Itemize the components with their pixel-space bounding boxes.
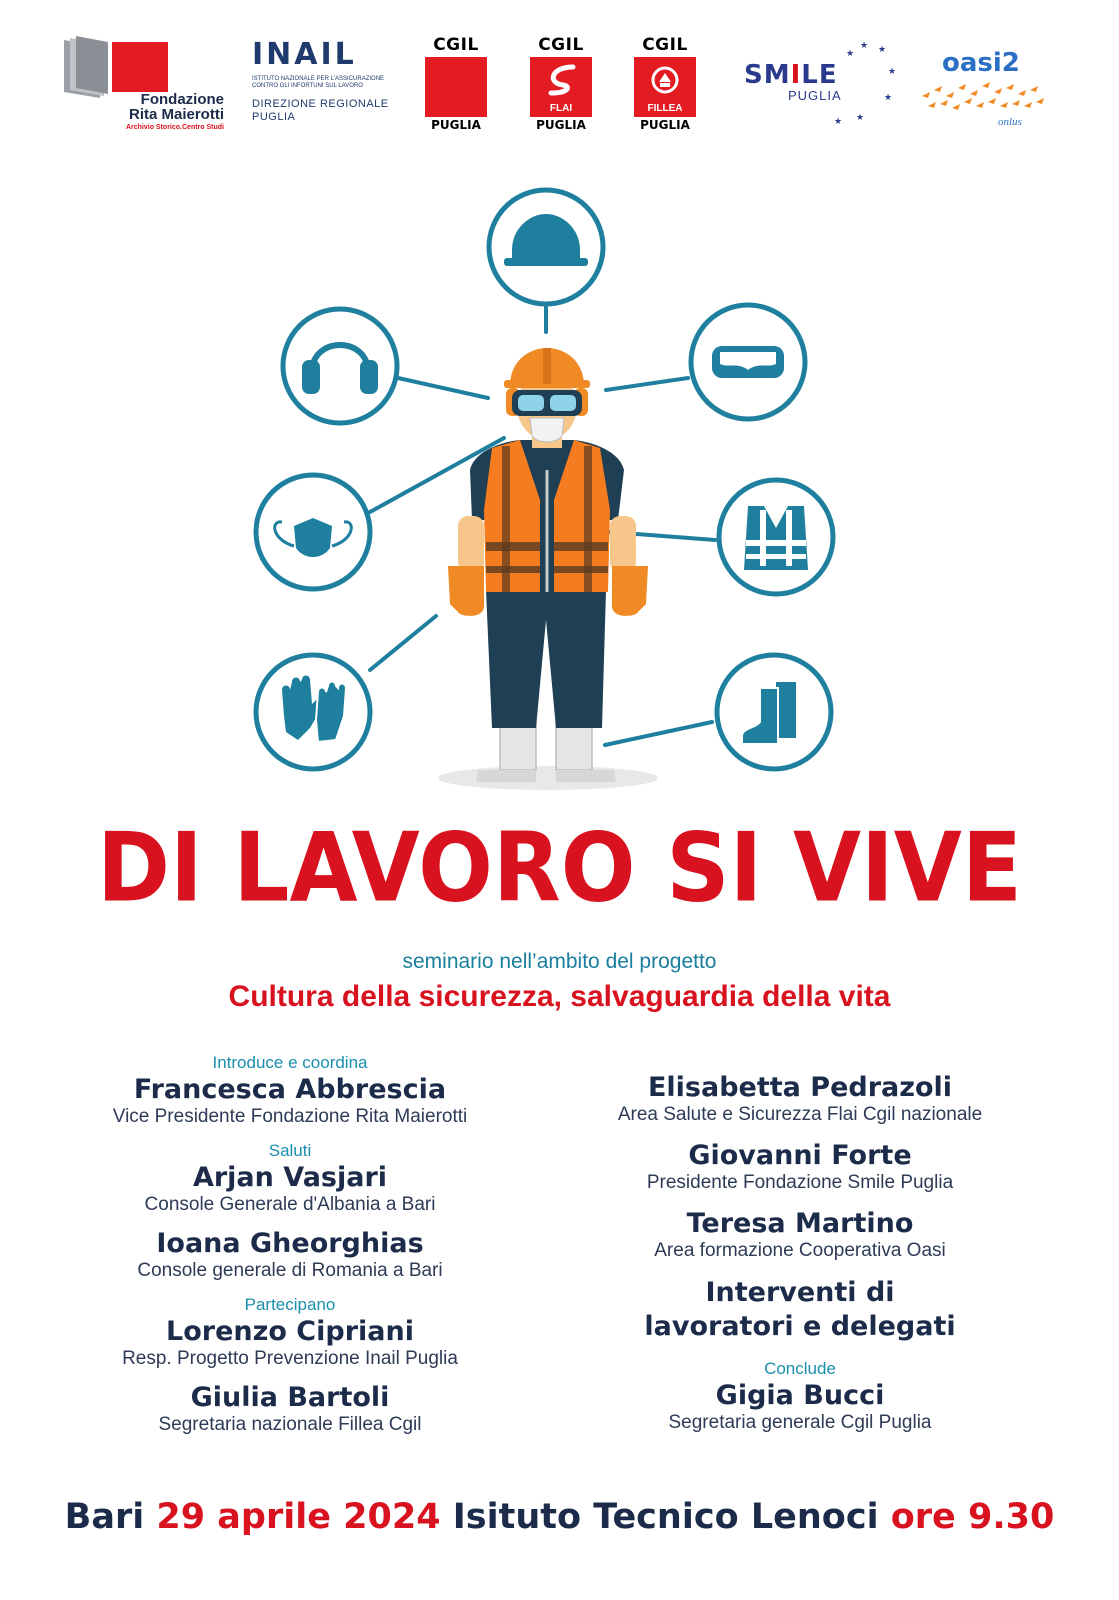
- fillea-emblem-icon: [650, 65, 680, 95]
- speaker-desc: Console Generale d'Albania a Bari: [144, 1194, 436, 1215]
- fondazione-maierotti-logo: [58, 32, 228, 132]
- speaker-name: Arjan Vasjari: [192, 1162, 388, 1193]
- speaker-entry: [70, 1228, 510, 1282]
- cgil-puglia-logo: CGIL PUGLIA: [425, 35, 487, 135]
- speaker-name: Lorenzo Cipriani: [166, 1316, 414, 1347]
- speaker-name: Giovanni Forte: [688, 1140, 912, 1171]
- speaker-entry: [580, 1072, 1020, 1126]
- speaker-name: Gigia Bucci: [715, 1380, 885, 1411]
- speaker-entry: [70, 1382, 510, 1436]
- maierotti-sub: Archivio Storico.Centro Studi: [125, 124, 224, 131]
- event-date: 29 aprile 2024: [156, 1497, 441, 1537]
- inail-logo: [252, 37, 402, 140]
- main-title: DI LAVORO SI VIVE: [96, 811, 1023, 924]
- role-label: Partecipano: [244, 1295, 336, 1314]
- goggles-icon: [691, 305, 805, 419]
- mask-icon: [256, 475, 370, 589]
- speaker-name: Francesca Abbrescia: [133, 1074, 447, 1105]
- speaker-name: Teresa Martino: [686, 1208, 914, 1239]
- speaker-desc: Segretaria generale Cgil Puglia: [668, 1412, 932, 1433]
- floor-shadow: [438, 766, 658, 790]
- event-time: ore 9.30: [890, 1497, 1055, 1537]
- event-footer: [0, 1493, 1119, 1541]
- worker-figure: [448, 348, 648, 782]
- speaker-desc: Presidente Fondazione Smile Puglia: [646, 1172, 954, 1193]
- speaker-entry: [580, 1140, 1020, 1194]
- seminar-subtitle: seminario nell’ambito del progetto: [402, 950, 717, 973]
- interventi-line: lavoratori e delegati: [644, 1311, 956, 1342]
- ear-muffs-icon: [283, 309, 397, 423]
- oasi2-logo: oasi2 onlus: [918, 48, 1058, 138]
- interventi-line: Interventi di: [705, 1277, 895, 1308]
- maierotti-name: Fondazione Rita Maierotti: [128, 91, 224, 123]
- inail-word: INAIL: [252, 37, 357, 72]
- speaker-name: Elisabetta Pedrazoli: [647, 1072, 953, 1103]
- speaker-name: Ioana Gheorghias: [156, 1228, 424, 1259]
- speakers-left-column: [70, 1052, 510, 1448]
- speaker-desc: Segretaria nazionale Fillea Cgil: [158, 1414, 422, 1435]
- speakers-right-column: [580, 1072, 1020, 1448]
- inail-tiny-text: ISTITUTO NAZIONALE PER L'ASSICURAZIONE CONTRO GLI INFORTUNI SUL LAVORO: [252, 76, 385, 89]
- ppe-worker-illustration: [240, 178, 880, 798]
- cgil-red-box: [425, 57, 487, 117]
- flai-swoosh-icon: [541, 63, 581, 97]
- role-label: Introduce e coordina: [212, 1053, 368, 1072]
- speaker-entry: [70, 1316, 510, 1370]
- speaker-name: Giulia Bartoli: [190, 1382, 390, 1413]
- vest-icon: [719, 480, 833, 594]
- speaker-entry: [70, 1074, 510, 1128]
- speaker-entry: [580, 1380, 1020, 1434]
- helmet-icon: [489, 190, 603, 304]
- gloves-icon: [256, 655, 370, 769]
- speaker-desc: Area formazione Cooperativa Oasi: [654, 1240, 946, 1261]
- event-place: Isituto Tecnico Lenoci: [452, 1497, 879, 1537]
- smile-word: SMILE: [744, 60, 838, 90]
- event-city: Bari: [64, 1497, 145, 1537]
- speaker-entry: [580, 1208, 1020, 1262]
- fillea-red-box: FILLEA: [634, 57, 696, 117]
- boots-icon: [717, 655, 831, 769]
- flai-red-box: FLAI: [530, 57, 592, 117]
- cgil-flai-logo: CGIL FLAI PUGLIA: [530, 35, 592, 135]
- interventi-block: [580, 1276, 1020, 1344]
- role-label: Conclude: [764, 1359, 836, 1378]
- inail-direction: DIREZIONE REGIONALE PUGLIA: [252, 98, 389, 123]
- speaker-desc: Vice Presidente Fondazione Rita Maierotti: [112, 1106, 468, 1127]
- speaker-desc: Resp. Progetto Prevenzione Inail Puglia: [122, 1348, 458, 1369]
- project-name: Cultura della sicurezza, salvaguardia della vita: [228, 980, 891, 1013]
- birds-icon: [918, 76, 1058, 126]
- speaker-entry: [70, 1162, 510, 1216]
- role-label: Saluti: [268, 1141, 312, 1160]
- speaker-desc: Area Salute e Sicurezza Flai Cgil nazionale: [617, 1104, 983, 1125]
- cgil-fillea-logo: CGIL FILLEA PUGLIA: [634, 35, 696, 135]
- smile-puglia-logo: ★ ★ ★ ★ ★ ★ ★ SMILE PUGLIA: [744, 40, 897, 126]
- speaker-desc: Console generale di Romania a Bari: [137, 1260, 443, 1281]
- logo-row: [0, 0, 1119, 150]
